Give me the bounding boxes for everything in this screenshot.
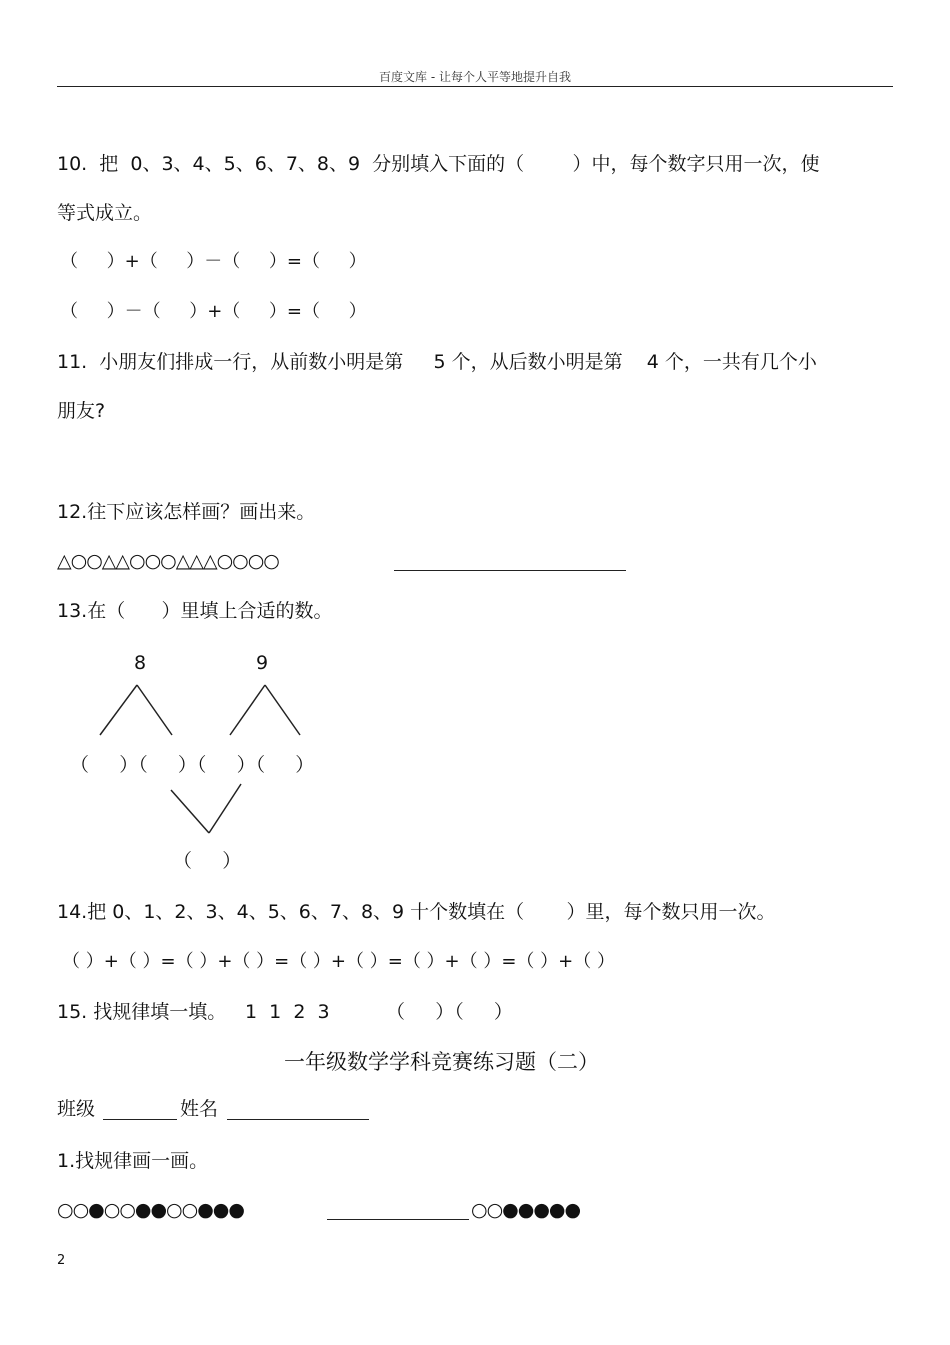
q11-line1: 11. 小朋友们排成一行，从前数小明是第 5 个，从后数小明是第 4 个，一共有几个小 — [57, 351, 817, 373]
q14-line1: 14.把 0、1、2、3、4、5、6、7、8、9 十个数填在（ ）里，每个数只用一次。 — [57, 901, 776, 923]
q10-equation-1: （ ）+（ ）－（ ）=（ ） — [60, 251, 367, 272]
section2-title: 一年级数学学科竞赛练习题（二） — [284, 1050, 599, 1074]
tree-line-9-right — [265, 685, 300, 735]
class-blank[interactable] — [103, 1119, 177, 1120]
section2-q1-pattern-end: ○○●●●●● — [471, 1199, 581, 1221]
q13-top-number-left: 8 — [134, 652, 147, 674]
class-label: 班级 — [57, 1098, 96, 1120]
q10-line1: 10. 把 0、3、4、5、6、7、8、9 分别填入下面的（ ）中，每个数字只用一次，使 — [57, 153, 820, 175]
q13-line1: 13.在（ ）里填上合适的数。 — [57, 600, 333, 622]
q10-equation-2: （ ）－（ ）+（ ）=（ ） — [60, 301, 367, 322]
q12-shape-sequence: △○○△△○○○△△△○○○○ — [57, 550, 279, 572]
page-header: 百度文库 - 让每个人平等地提升自我 — [379, 70, 571, 84]
tree-line-9-left — [230, 685, 265, 735]
tree-line-8-right — [137, 685, 172, 735]
q15-sequence: 1 1 2 3 — [245, 1001, 330, 1023]
tree-line-merge-right — [209, 784, 241, 833]
name-label: 姓名 — [180, 1098, 219, 1120]
q13-top-number-right: 9 — [256, 652, 269, 674]
q15-line1: 15. 找规律填一填。 — [57, 1001, 227, 1023]
tree-line-8-left — [100, 685, 137, 735]
q15-answer-blanks: （ ）（ ） — [386, 1001, 513, 1023]
q12-line1: 12.往下应该怎样画？画出来。 — [57, 501, 316, 523]
q11-line2: 朋友? — [57, 400, 106, 422]
section2-q1-answer-blank[interactable] — [327, 1219, 469, 1220]
q10-line2: 等式成立。 — [57, 202, 153, 224]
q13-bottom-paren: （ ） — [173, 850, 242, 872]
name-blank[interactable] — [227, 1119, 369, 1120]
section2-q1-pattern: ○○●○○●●○○●●● — [57, 1199, 244, 1221]
tree-line-merge-left — [171, 790, 209, 833]
section2-q1-line: 1.找规律画一画。 — [57, 1150, 209, 1172]
q14-equation: （ ）+（ ）=（ ）+（ ）=（ ）+（ ）=（ ）+（ ）=（ ）+（ ） — [62, 951, 615, 972]
q13-paren-row: （ ）（ ）（ ）（ ） — [70, 754, 315, 776]
page-number: 2 — [57, 1253, 66, 1268]
